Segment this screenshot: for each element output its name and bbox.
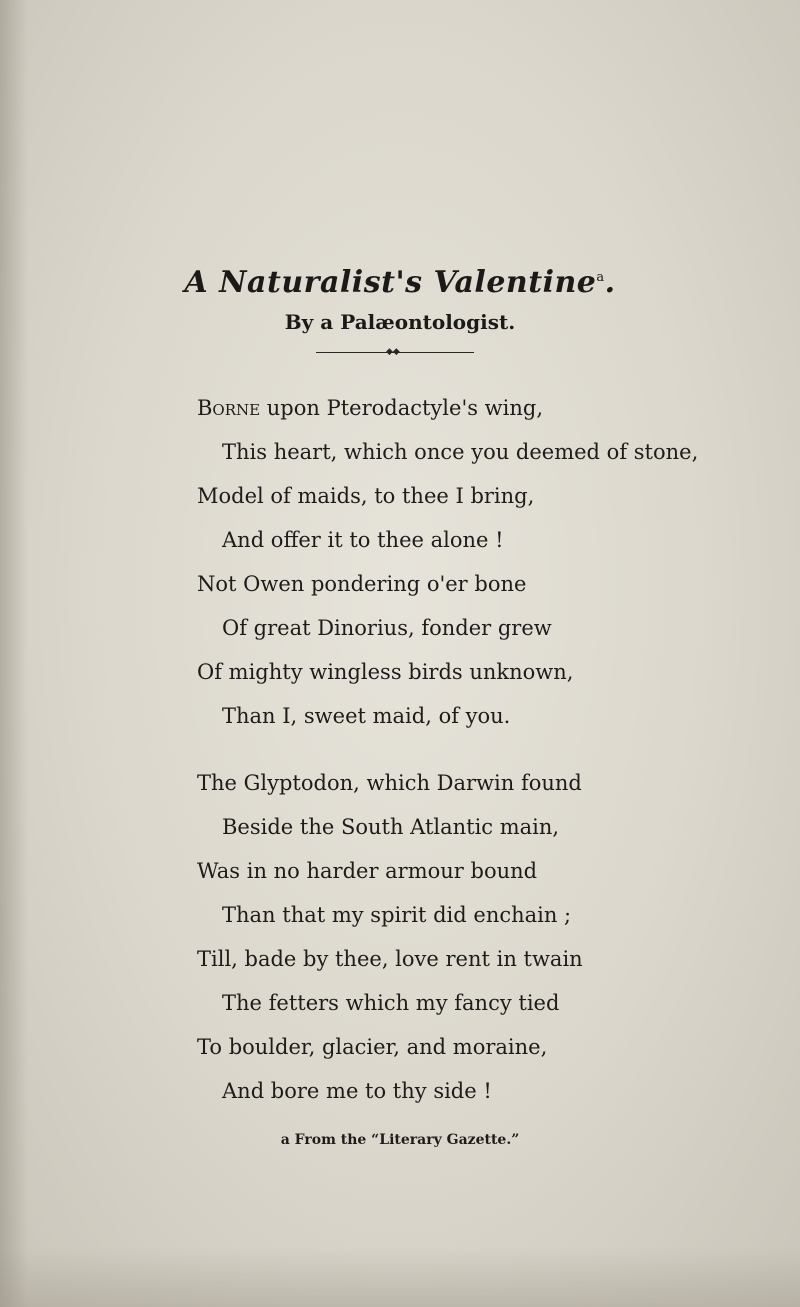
stanza-2-line-4: Than that my spirit did enchain ; bbox=[222, 903, 572, 927]
stanza-2-line-1: The Glyptodon, which Darwin found bbox=[197, 771, 582, 795]
stanza-1-line-1: Borne upon Pterodactyle's wing, bbox=[197, 396, 544, 420]
stanza-2-line-8: And bore me to thy side ! bbox=[222, 1079, 492, 1103]
poem-title-text: A Naturalist's Valentine bbox=[184, 265, 597, 300]
title-note-marker: a bbox=[596, 270, 605, 285]
stanza-2-line-7: To boulder, glacier, and moraine, bbox=[197, 1035, 548, 1059]
poem-subtitle: By a Palæontologist. bbox=[284, 310, 516, 334]
stanza-1-line-8: Than I, sweet maid, of you. bbox=[222, 704, 511, 728]
divider-ornament: ◆◆ bbox=[386, 347, 400, 357]
stanza-2-line-6: The fetters which my fancy tied bbox=[222, 991, 560, 1015]
stanza-1-line-5: Not Owen pondering o'er bone bbox=[197, 572, 527, 596]
stanza-2-line-2: Beside the South Atlantic main, bbox=[222, 815, 560, 839]
stanza-1-line-7: Of mighty wingless birds unknown, bbox=[197, 660, 574, 684]
poem-title: A Naturalist's Valentine$^a$. bbox=[184, 265, 616, 300]
stanza-1-line-6: Of great Dinorius, fonder grew bbox=[222, 616, 552, 640]
page-shadow-bottom bbox=[0, 1247, 800, 1307]
stanza-1-line-4: And offer it to thee alone ! bbox=[222, 528, 504, 552]
stanza-2-line-3: Was in no harder armour bound bbox=[197, 859, 538, 883]
footnote: a From the “Literary Gazette.” bbox=[280, 1132, 520, 1148]
stanza-1-line-2: This heart, which once you deemed of stone, bbox=[222, 440, 699, 464]
stanza-2-line-5: Till, bade by thee, love rent in twain bbox=[197, 947, 583, 971]
dropcap-word: Borne bbox=[197, 396, 261, 420]
stanza-1-line-3: Model of maids, to thee I bring, bbox=[197, 484, 535, 508]
page-shadow-left bbox=[0, 0, 28, 1307]
